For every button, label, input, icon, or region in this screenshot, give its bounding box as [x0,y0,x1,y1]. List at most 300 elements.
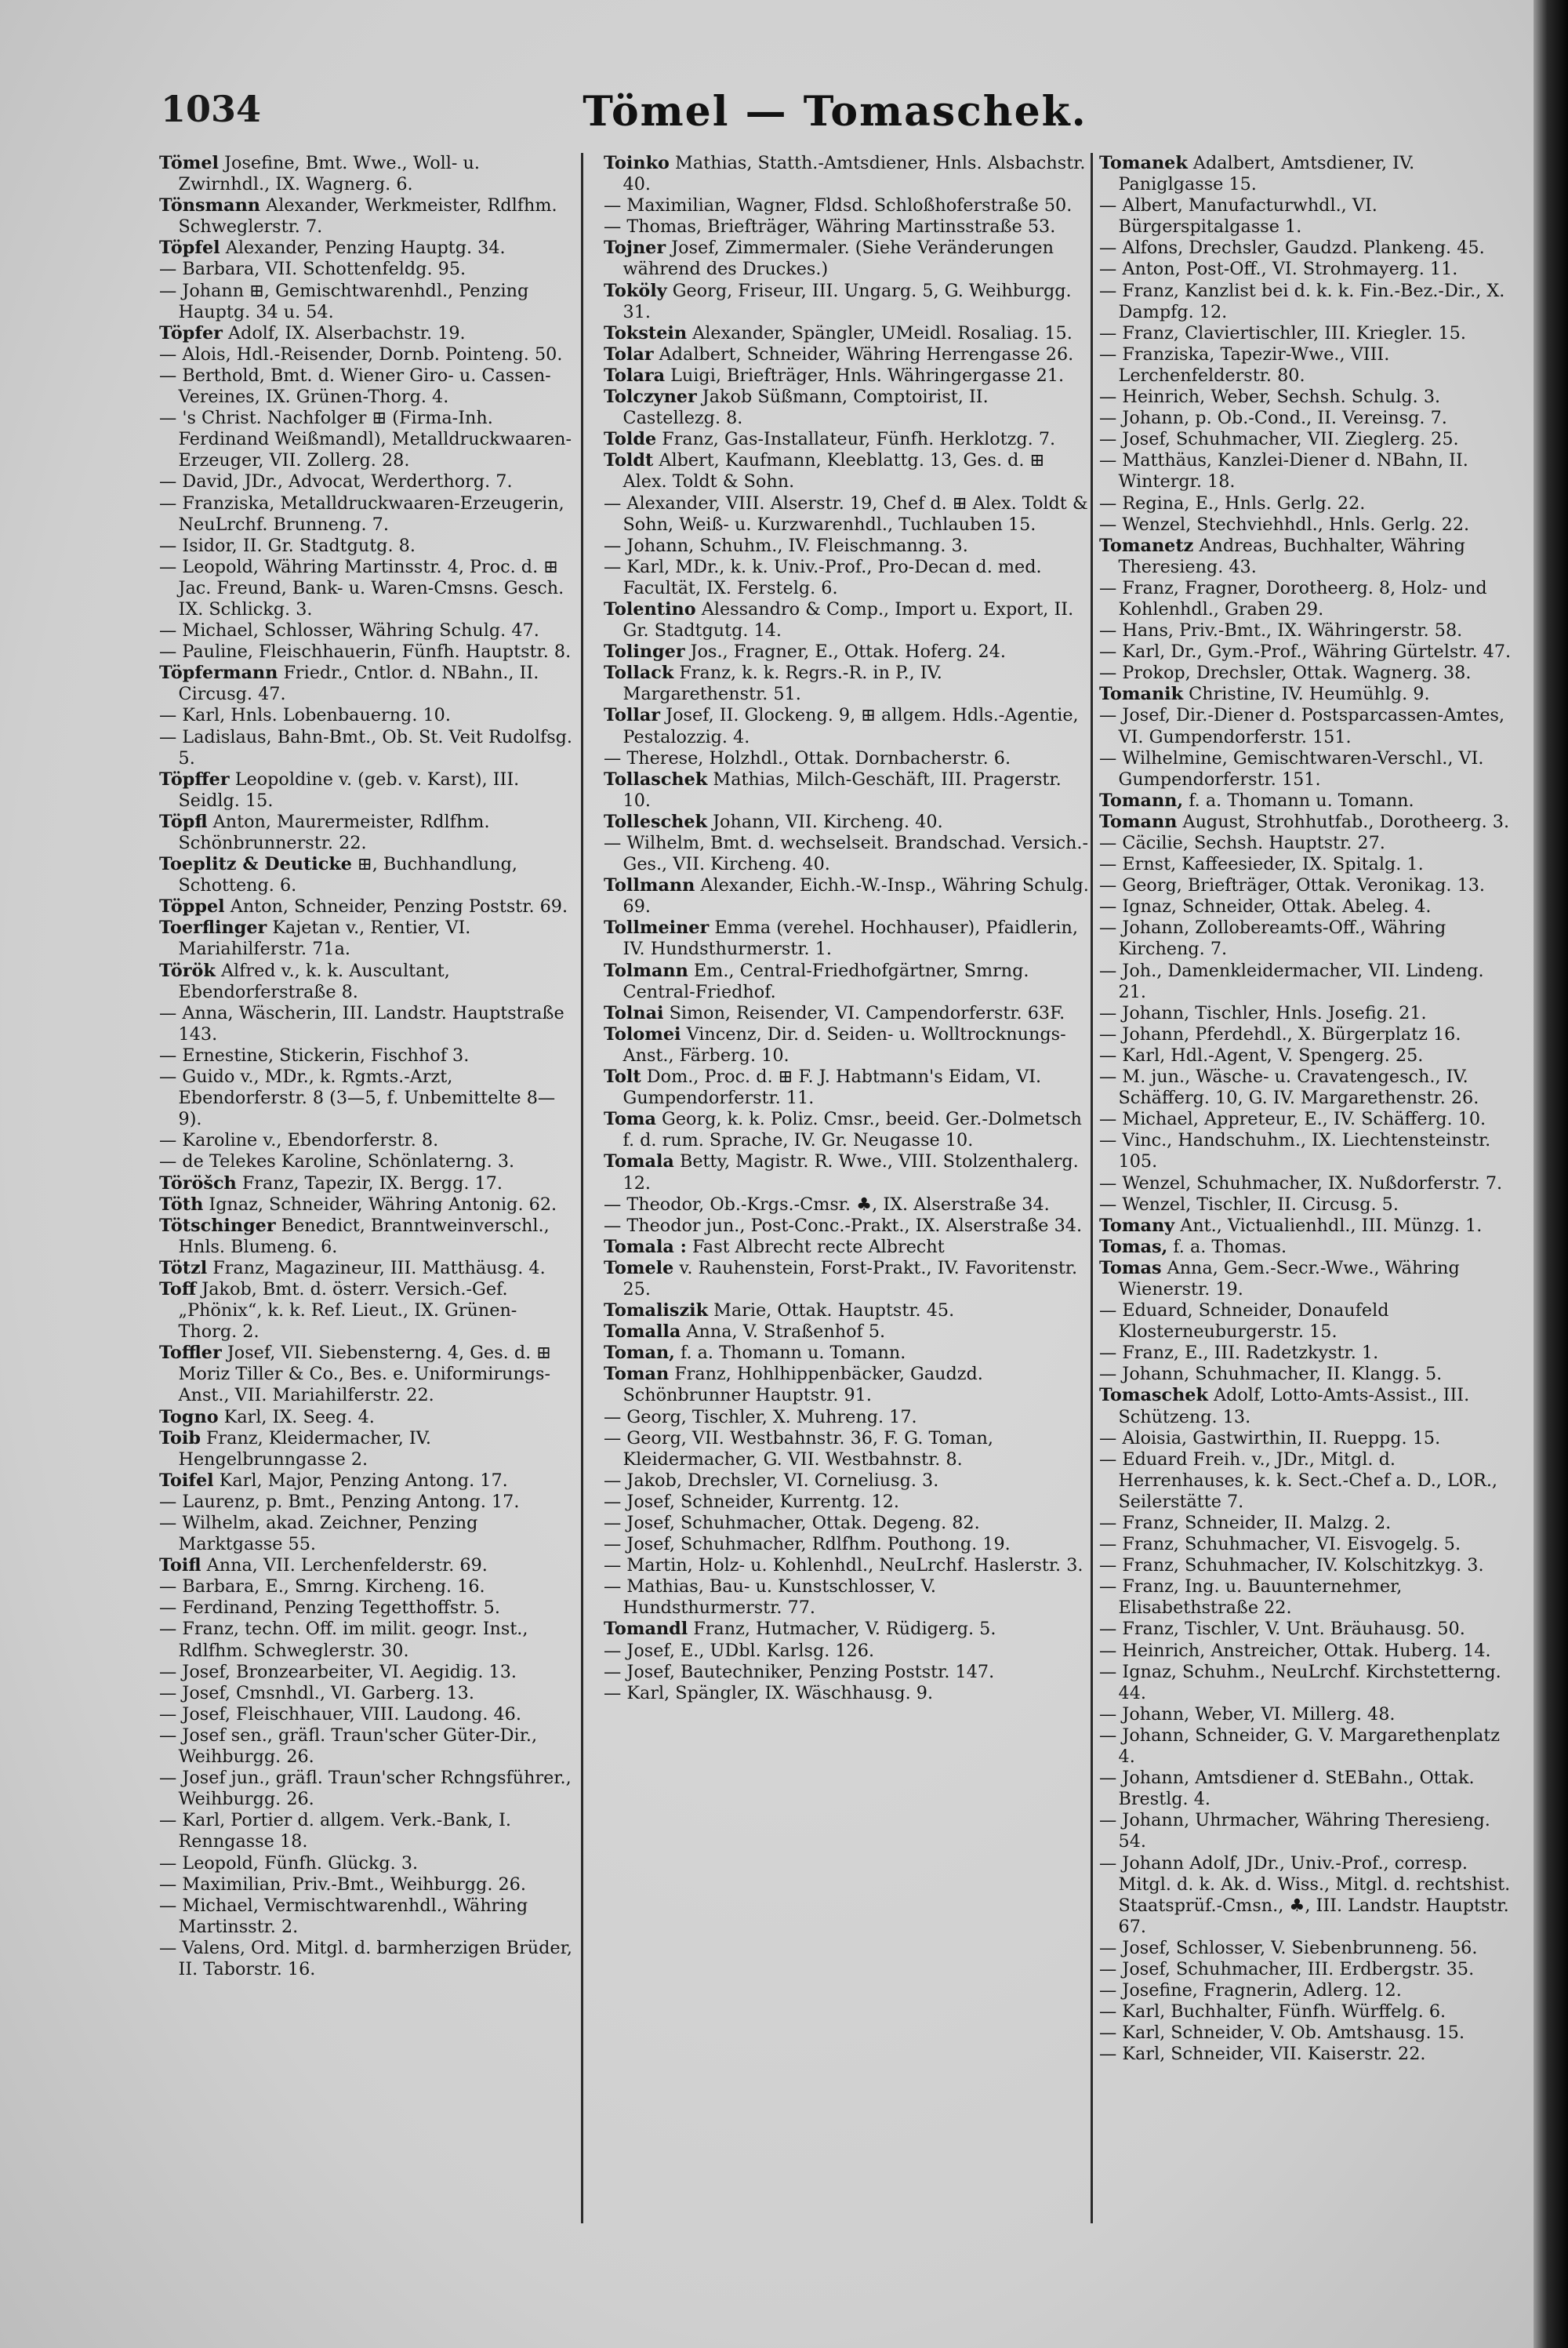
entry-details: — Valens, Ord. Mitgl. d. barmherzigen Brüder, II. Taborstr. 16. [159,1937,572,1979]
entry-surname: Toerflinger [159,918,267,939]
entry-details: Adalbert, Schneider, Währing Herrengasse 26. [653,343,1074,365]
entry-details: — Albert, Manufacturwhdl., VI. Bürgerspitalgasse 1. [1099,195,1377,238]
directory-entry [1099,153,1512,195]
directory-entry [1099,663,1512,684]
entry-details: — Johann, Schuhmacher, II. Klangg. 5. [1099,1364,1443,1385]
directory-entry [159,769,573,812]
entry-surname: Török [159,960,216,981]
entry-details: Adolf, IX. Alserbachstr. 19. [222,322,466,343]
entry-surname: Tolt [604,1067,641,1088]
entry-surname: Tomanetz [1099,535,1194,556]
entry-surname: Tolnai [604,1002,664,1023]
entry-details: — 's Christ. Nachfolger ⊞ (Firma-Inh. Ferdinand Weißmandl), Metalldruckwaaren-Erzeuger, VII. Zollerg. 28. [159,408,572,471]
directory-entry [604,1683,1090,1704]
entry-surname: Tötzl [159,1257,208,1278]
directory-entry [1099,1045,1512,1067]
entry-details: — Franz, Tischler, V. Unt. Bräuhausg. 50. [1099,1619,1465,1640]
entry-details: Adalbert, Amtsdiener, IV. Paniglgasse 15. [1118,153,1415,195]
entry-surname: Toma [604,1109,656,1130]
entry-details: Franz, k. k. Regrs.-R. in P., IV. Margarethenstr. 51. [622,663,942,705]
entry-details: — Barbara, E., Smrng. Kircheng. 16. [159,1576,485,1597]
directory-entry [1099,791,1512,812]
entry-details: Karl, Major, Penzing Antong. 17. [213,1470,508,1491]
entry-surname: Tolara [604,365,666,386]
entry-details: — Pauline, Fleischhauerin, Fünfh. Hauptstr. 8. [159,642,572,663]
directory-entry [1099,1173,1512,1194]
entry-surname: Tomala : [604,1236,687,1257]
entry-surname: Tomann [1099,811,1178,832]
entry-details: Alexander, Spängler, UMeidl. Rosaliag. 15. [687,322,1073,343]
entry-details: — Eduard, Schneider, Donaufeld Klosterneuburgerstr. 15. [1099,1300,1389,1343]
page-edge-shadow [1534,0,1568,2348]
entry-details: Anna, V. Straßenhof 5. [681,1321,886,1343]
entry-surname: Tönsmann [159,195,261,216]
entry-surname: Tolar [604,343,654,365]
directory-entry [1099,833,1512,854]
directory-entry [159,896,573,918]
directory-entry [1099,1810,1512,1852]
directory-entry [604,769,1090,812]
directory-entry [1099,854,1512,875]
entry-details: — Eduard Freih. v., JDr., Mitgl. d. Herrenhauses, k. k. Sect.-Chef a. D., LOR., Seilerstätte 7. [1099,1448,1498,1512]
directory-entry [604,1321,1090,1343]
directory-entry [159,1130,573,1151]
entry-details: Simon, Reisender, VI. Campendorferstr. 63F. [663,1002,1065,1023]
entry-details: — Karl, Spängler, IX. Wäschhausg. 9. [604,1682,934,1703]
entry-details: — Laurenz, p. Bmt., Penzing Antong. 17. [159,1491,520,1512]
column-divider [1091,153,1093,2223]
directory-entry [159,1067,573,1130]
entry-surname: Toeplitz & Deuticke [159,854,352,875]
entry-details: — Josef, Schuhmacher, VII. Zieglerg. 25. [1099,429,1459,450]
entry-details: — Wilhelm, akad. Zeichner, Penzing Marktgasse 55. [159,1513,478,1555]
entry-details: — Josef, Bronzearbeiter, VI. Aegidig. 13. [159,1661,517,1682]
entry-surname: Tolentino [604,598,696,620]
entry-details: — Mathias, Bau- u. Kunstschlosser, V. Hundsthurmerstr. 77. [604,1576,936,1619]
directory-entry [604,1470,1090,1492]
directory-entry [604,1555,1090,1576]
entry-surname: Tomele [604,1257,674,1278]
directory-entry [604,536,1090,557]
directory-entry [604,450,1090,492]
directory-entry [1099,961,1512,1003]
entry-details: Kajetan v., Rentier, VI. Mariahilferstr. 71a. [178,918,471,960]
directory-entry [1099,281,1512,323]
entry-surname: Toman, [604,1343,675,1364]
entry-details: — Barbara, VII. Schottenfeldg. 95. [159,259,466,280]
directory-entry [1099,896,1512,918]
entry-details: — Prokop, Drechsler, Ottak. Wagnerg. 38. [1099,663,1472,684]
directory-entry [1099,1938,1512,1959]
directory-entry [604,153,1090,195]
entry-details: — M. jun., Wäsche- u. Cravatengesch., IV. Schäfferg. 10, G. IV. Margarethenstr. 26. [1099,1067,1479,1109]
directory-entry [1099,1343,1512,1364]
directory-entry [159,1003,573,1045]
entry-details: — Berthold, Bmt. d. Wiener Giro- u. Cassen-Vereines, IX. Grünen-Thorg. 4. [159,365,551,408]
column-1 [159,153,573,2302]
entry-details: — David, JDr., Advocat, Werderthorg. 7. [159,471,513,492]
directory-entry [159,1576,573,1597]
entry-details: Friedr., Cntlor. d. NBahn., II. Circusg. 47. [178,663,539,705]
entry-details: Josef, Zimmermaler. (Siehe Veränderungen während des Druckes.) [622,238,1054,280]
entry-details: — Hans, Priv.-Bmt., IX. Währingerstr. 58. [1099,620,1463,642]
directory-entry [604,875,1090,918]
entry-details: — Theodor, Ob.-Krgs.-Cmsr. ♣, IX. Alserstraße 34. [604,1194,1050,1215]
entry-details: — Johann, Pferdehdl., X. Bürgerplatz 16. [1099,1023,1461,1045]
entry-details: Luigi, Briefträger, Hnls. Währingergasse 21. [665,365,1065,386]
entry-details: Mathias, Statth.-Amtsdiener, Hnls. Alsbachstr. 40. [622,153,1086,195]
entry-details: — Josef sen., gräfl. Traun'scher Güter-Dir., Weihburgg. 26. [159,1725,538,1768]
directory-entry [1099,620,1512,642]
directory-entry [159,1895,573,1938]
entry-surname: Tomanek [1099,153,1188,173]
directory-entry [1099,1662,1512,1704]
entry-details: — Michael, Vermischtwarenhdl., Währing Martinsstr. 2. [159,1895,528,1937]
directory-entry [159,153,573,195]
entry-surname: Tomalla [604,1321,681,1343]
directory-entry [1099,748,1512,791]
directory-entry [159,1853,573,1874]
entry-details: Franz, Tapezir, IX. Bergg. 17. [236,1172,503,1194]
entry-surname: Tollar [604,705,661,726]
directory-entry [159,727,573,769]
entry-details: — Ladislaus, Bahn-Bmt., Ob. St. Veit Rudolfsg. 5. [159,726,573,769]
entry-details: v. Rauhenstein, Forst-Prakt., IV. Favoritenstr. 25. [622,1257,1078,1299]
entry-details: — Karl, MDr., k. k. Univ.-Prof., Pro-Decan d. med. Facultät, IX. Ferstelg. 6. [604,556,1042,598]
entry-details: — Johann, Tischler, Hnls. Josefig. 21. [1099,1002,1427,1023]
directory-entry [159,1407,573,1428]
directory-entry [159,323,573,344]
entry-surname: Töpfer [159,322,223,343]
directory-entry [1099,1194,1512,1216]
entry-details: — Karl, Hnls. Lobenbauerng. 10. [159,705,451,726]
entry-details: — Jakob, Drechsler, VI. Corneliusg. 3. [604,1470,939,1491]
directory-entry [1099,918,1512,960]
directory-entry [1099,2001,1512,2023]
entry-details: Betty, Magistr. R. Wwe., VIII. Stolzenthalerg. 12. [622,1151,1079,1194]
entry-surname: Tömel [159,153,220,173]
entry-surname: Tojner [604,238,666,259]
entry-details: — Aloisia, Gastwirthin, II. Rueppg. 15. [1099,1427,1441,1448]
entry-details: — Regina, E., Hnls. Gerlg. 22. [1099,492,1366,514]
entry-surname: Töpfermann [159,663,278,684]
directory-entry [159,195,573,238]
directory-entry [604,1407,1090,1428]
entry-details: — Therese, Holzhdl., Ottak. Dornbacherstr. 6. [604,747,1011,769]
entry-surname: Toifel [159,1470,214,1491]
entry-surname: Toldt [604,450,654,471]
directory-entry [1099,323,1512,344]
directory-entry [1099,1428,1512,1449]
directory-entry [1099,1576,1512,1619]
directory-entry [1099,875,1512,896]
entry-details: — Ignaz, Schuhm., NeuLrchf. Kirchstetterng. 44. [1099,1661,1501,1703]
directory-entry [159,1619,573,1661]
directory-entry [159,1938,573,1980]
entry-details: Jakob Süßmann, Comptoirist, II. Castellezg. 8. [622,387,989,429]
entry-details: Franz, Magazineur, III. Matthäusg. 4. [207,1257,546,1278]
directory-entry [1099,1364,1512,1385]
entry-details: — Josef, Bautechniker, Penzing Poststr. 147. [604,1661,995,1682]
entry-details: — de Telekes Karoline, Schönlaterng. 3. [159,1151,515,1172]
page-header [161,88,1509,151]
directory-entry [159,1810,573,1852]
directory-entry [159,854,573,896]
entry-details: — Michael, Schlosser, Währing Schulg. 47. [159,620,539,642]
directory-entry [604,812,1090,833]
entry-details: — Wilhelmine, Gemischtwaren-Verschl., VI. Gumpendorferstr. 151. [1099,747,1484,790]
directory-entry [604,1003,1090,1024]
entry-details: — Karl, Portier d. allgem. Verk.-Bank, I. Renngasse 18. [159,1810,511,1852]
entry-details: — Johann, Weber, VI. Millerg. 48. [1099,1703,1396,1725]
directory-entry [604,1258,1090,1300]
directory-entry [1099,1853,1512,1938]
entry-details: — Cäcilie, Sechsh. Hauptstr. 27. [1099,833,1385,853]
entry-details: — Anna, Wäscherin, III. Landstr. Hauptstraße 143. [159,1002,564,1045]
directory-entry [159,1216,573,1258]
directory-entry [604,1067,1090,1109]
page-number: 1034 [161,88,262,130]
directory-entry [159,961,573,1003]
directory-entry [1099,195,1512,238]
entry-details: — Franz, Schneider, II. Malzg. 2. [1099,1513,1392,1533]
entry-surname: Togno [159,1406,219,1427]
entry-details: — Josef jun., gräfl. Traun'scher Rchngsführer., Weihburgg. 26. [159,1768,572,1810]
entry-details: — Karl, Buchhalter, Fünfh. Würffelg. 6. [1099,2001,1446,2023]
directory-entry [1099,684,1512,705]
entry-details: — Johann, Uhrmacher, Währing Theresieng. 54. [1099,1810,1490,1852]
entry-details: — Franz, Fragner, Dorotheerg. 8, Holz- und Kohlenhdl., Graben 29. [1099,577,1487,620]
entry-surname: Tollack [604,663,674,684]
entry-details: — Georg, Briefträger, Ottak. Veronikag. 13. [1099,875,1486,896]
entry-details: — Vinc., Handschuhm., IX. Liechtensteinstr. 105. [1099,1130,1491,1172]
entry-details: — Franz, Claviertischler, III. Kriegler. 15. [1099,322,1466,343]
entry-details: — Josefine, Fragnerin, Adlerg. 12. [1099,1980,1402,2001]
directory-entry [604,387,1090,429]
entry-details: — Johann Adolf, JDr., Univ.-Prof., corresp. Mitgl. d. k. Ak. d. Wiss., Mitgl. d. rechtshist. Staatsprüf.-Cmsn., ♣, III. Landstr. Hauptstr. 67. [1099,1852,1511,1937]
entry-details: August, Strohhutfab., Dorotheerg. 3. [1177,811,1510,832]
entry-details: Mathias, Milch-Geschäft, III. Pragerstr. 10. [622,769,1062,811]
directory-entry [604,557,1090,599]
directory-entry [159,1555,573,1576]
directory-entry [159,1725,573,1768]
entry-details: — Maximilian, Wagner, Fldsd. Schloßhoferstraße 50. [604,195,1073,216]
directory-entry [604,748,1090,769]
entry-details: — Karl, Dr., Gym.-Prof., Währing Gürtelstr. 47. [1099,642,1512,663]
directory-entry [1099,1258,1512,1300]
entry-details: Benedict, Branntweinverschl., Hnls. Blumeng. 6. [178,1215,550,1257]
directory-entry [159,238,573,259]
entry-details: Josef, II. Glockeng. 9, ⊞ allgem. Hdls.-Agentie, Pestalozzig. 4. [622,705,1079,747]
entry-details: — Maximilian, Priv.-Bmt., Weihburgg. 26. [159,1874,526,1895]
directory-entry [604,1364,1090,1406]
directory-entry [604,1024,1090,1067]
entry-surname: Tollmann [604,875,695,896]
entry-details: — Alois, Hdl.-Reisender, Dornb. Pointeng. 50. [159,343,563,365]
directory-entry [1099,1109,1512,1130]
entry-details: — Johann, Zollobereamts-Off., Währing Kircheng. 7. [1099,918,1446,960]
entry-details: — Heinrich, Anstreicher, Ottak. Huberg. 14. [1099,1640,1491,1661]
entry-details: Alexander, Penzing Hauptg. 34. [220,238,506,259]
entry-surname: Toman [604,1364,670,1385]
directory-entry [604,493,1090,536]
entry-details: — Wilhelm, Bmt. d. wechselseit. Brandschad. Versich.-Ges., VII. Kircheng. 40. [604,833,1089,875]
entry-details: Adolf, Lotto-Amts-Assist., III. Schützeng. 13. [1118,1385,1470,1427]
directory-entry [604,1237,1090,1258]
directory-entry [604,1300,1090,1321]
directory-entry [159,1683,573,1704]
entry-details: — Ferdinand, Penzing Tegetthoffstr. 5. [159,1597,500,1619]
entry-details: — Josef, Fleischhauer, VIII. Laudong. 46. [159,1703,521,1725]
directory-entry [604,1343,1090,1364]
directory-entry [604,238,1090,280]
directory-entry [159,344,573,365]
directory-entry [159,1874,573,1895]
entry-surname: Tomas, [1099,1236,1168,1257]
directory-entry [604,833,1090,875]
directory-entry [604,1534,1090,1555]
directory-entry [604,961,1090,1003]
entry-details: — Franz, Schuhmacher, VI. Eisvogelg. 5. [1099,1534,1461,1555]
entry-details: — Ernestine, Stickerin, Fischhof 3. [159,1045,470,1066]
directory-entry [1099,1237,1512,1258]
entry-details: Christine, IV. Heumühlg. 9. [1183,684,1430,705]
entry-details: ⊞, Buchhandlung, Schotteng. 6. [178,854,517,896]
directory-entry [604,918,1090,960]
directory-entry [159,408,573,471]
directory-entry [604,663,1090,705]
entry-surname: Tomandl [604,1619,688,1640]
directory-entry [1099,1513,1512,1534]
directory-entry [604,1619,1090,1640]
directory-entry [604,1151,1090,1194]
entry-details: — Franziska, Tapezir-Wwe., VIII. Lerchenfelderstr. 80. [1099,343,1390,386]
entry-details: — Leopold, Fünfh. Glückg. 3. [159,1852,419,1874]
entry-details: Georg, k. k. Poliz. Cmsr., beeid. Ger.-Dolmetsch f. d. rum. Sprache, IV. Gr. Neugasse 10. [622,1109,1082,1151]
entry-details: — Alfons, Drechsler, Gaudzd. Plankeng. 45. [1099,238,1485,259]
entry-surname: Toffler [159,1343,222,1364]
entry-surname: Töpfel [159,238,220,259]
directory-entry [159,1597,573,1619]
directory-entry [1099,2044,1512,2065]
directory-entry [1099,387,1512,408]
directory-entry [159,1470,573,1492]
entry-details: Albert, Kaufmann, Kleeblattg. 13, Ges. d. ⊞ Alex. Toldt & Sohn. [622,450,1045,492]
directory-entry [604,1109,1090,1151]
directory-entry [159,259,573,280]
entry-details: Anna, VII. Lerchenfelderstr. 69. [201,1555,488,1576]
entry-surname: Toifl [159,1555,201,1576]
entry-surname: Tolczyner [604,387,697,408]
entry-surname: Toköly [604,280,667,301]
directory-entry [1099,493,1512,514]
directory-entry [1099,705,1512,747]
directory-entry [1099,1959,1512,1980]
entry-details: Franz, Hutmacher, V. Rüdigerg. 5. [688,1619,996,1640]
directory-entry [159,471,573,492]
directory-entry [159,1428,573,1470]
entry-details: Leopoldine v. (geb. v. Karst), III. Seidlg. 15. [178,769,520,811]
entry-surname: Tolmann [604,960,688,981]
entry-details: — Franz, Ing. u. Bauunternehmer, Elisabethstraße 22. [1099,1576,1403,1619]
directory-entry [604,281,1090,323]
entry-details: — Josef, Schuhmacher, Rdlfhm. Pouthong. 19. [604,1534,1011,1555]
directory-entry [159,663,573,705]
directory-entry [159,1258,573,1279]
directory-entry [159,1704,573,1725]
directory-entry [1099,1449,1512,1513]
entry-surname: Tomany [1099,1215,1175,1236]
entry-details: Anton, Maurermeister, Rdlfhm. Schönbrunnerstr. 22. [178,811,490,853]
entry-details: Josefine, Bmt. Wwe., Woll- u. Zwirnhdl., IX. Wagnerg. 6. [178,153,481,195]
entry-surname: Tolleschek [604,811,708,832]
entry-details: — Josef, Schuhmacher, Ottak. Degeng. 82. [604,1513,980,1533]
column-3 [1099,153,1512,2302]
directory-entry [604,365,1090,387]
entry-surname: Tolde [604,429,657,450]
entry-details: f. a. Thomann u. Tomann. [674,1343,906,1364]
entry-details: Andreas, Buchhalter, Währing Theresieng. 43. [1118,535,1465,577]
entry-details: f. a. Thomann u. Tomann. [1183,790,1414,811]
entry-details: Alexander, Eichh.-W.-Insp., Währing Schulg. 69. [622,875,1089,918]
entry-surname: Töth [159,1194,204,1215]
directory-entry [159,1279,573,1343]
entry-details: Marie, Ottak. Hauptstr. 45. [708,1300,955,1321]
directory-entry [1099,812,1512,833]
directory-entry [604,1641,1090,1662]
entry-details: — Heinrich, Weber, Sechsh. Schulg. 3. [1099,387,1441,408]
directory-entry [604,344,1090,365]
directory-entry [604,429,1090,450]
entry-details: — Isidor, II. Gr. Stadtgutg. 8. [159,535,416,556]
directory-entry [1099,1704,1512,1725]
entry-details: — Franz, techn. Off. im milit. geogr. Inst., Rdlfhm. Schweglerstr. 30. [159,1619,528,1661]
entry-details: — Michael, Appreteur, E., IV. Schäfferg. 10. [1099,1109,1486,1130]
entry-details: — Johann, Schneider, G. V. Margarethenplatz 4. [1099,1725,1501,1768]
entry-details: — Theodor jun., Post-Conc.-Prakt., IX. Alserstraße 34. [604,1215,1083,1236]
entry-details: — Karl, Schneider, V. Ob. Amtshausg. 15. [1099,2023,1465,2044]
entry-details: — Franz, Kanzlist bei d. k. k. Fin.-Bez.-Dir., X. Dampfg. 12. [1099,280,1505,322]
entry-details: Georg, Friseur, III. Ungarg. 5, G. Weihburgg. 31. [622,280,1072,322]
entry-surname: Tollaschek [604,769,708,790]
entry-details: — Georg, Tischler, X. Muhreng. 17. [604,1406,917,1427]
directory-entry [604,1428,1090,1470]
entry-details: Fast Albrecht recte Albrecht [686,1236,945,1257]
directory-entry [1099,1555,1512,1576]
directory-entry [604,323,1090,344]
entry-details: Em., Central-Friedhofgärtner, Smrng. Central-Friedhof. [622,960,1029,1002]
directory-entry [604,216,1090,238]
entry-details: — Joh., Damenkleidermacher, VII. Lindeng. 21. [1099,960,1484,1002]
entry-surname: Tollmeiner [604,918,710,939]
directory-entry [1099,344,1512,387]
entry-details: Karl, IX. Seeg. 4. [218,1406,375,1427]
entry-surname: Tomanik [1099,684,1184,705]
directory-entry [604,1492,1090,1513]
entry-details: Alexander, Werkmeister, Rdlfhm. Schweglerstr. 7. [178,195,557,238]
entry-surname: Tokstein [604,322,688,343]
entry-details: Ignaz, Schneider, Währing Antonig. 62. [203,1194,557,1215]
directory-entry [159,1343,573,1406]
directory-entry [159,536,573,557]
directory-entry [1099,514,1512,536]
directory-entry [159,281,573,323]
entry-surname: Töröšch [159,1172,237,1194]
directory-entry [159,1045,573,1067]
entry-details: Anton, Schneider, Penzing Poststr. 69. [224,896,568,918]
entry-details: — Anton, Post-Off., VI. Strohmayerg. 11. [1099,259,1458,280]
directory-entry [159,812,573,854]
